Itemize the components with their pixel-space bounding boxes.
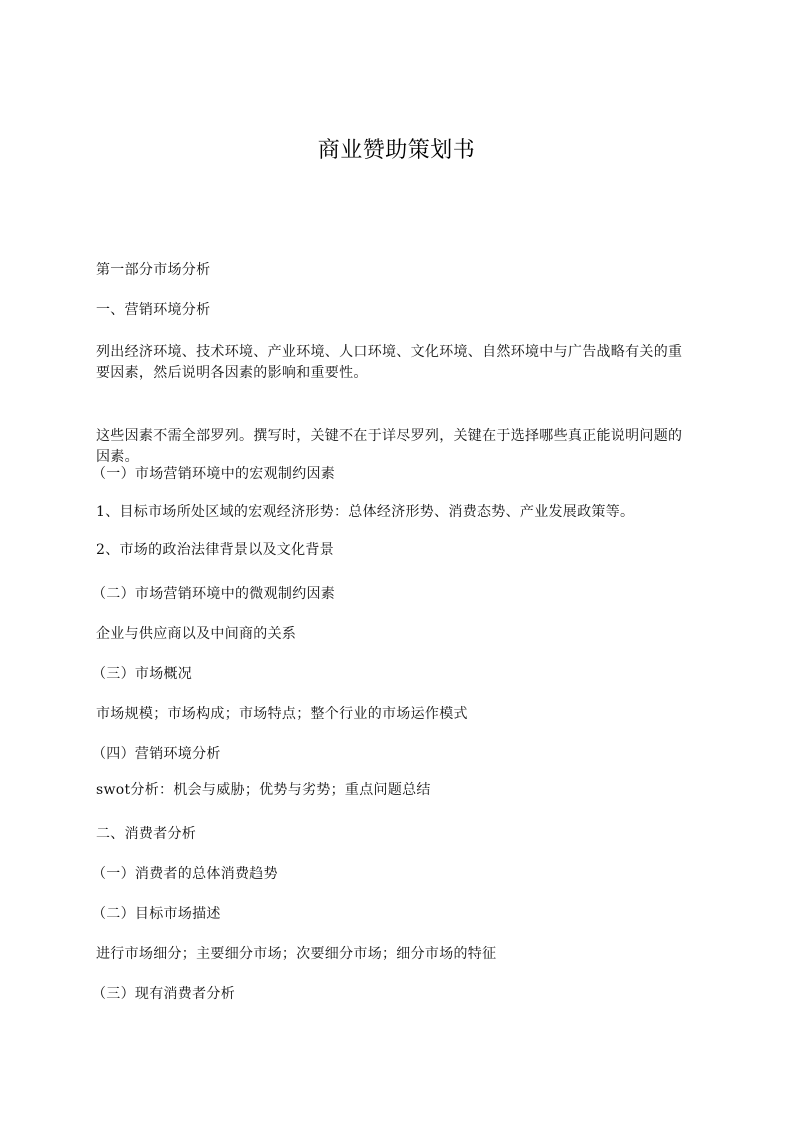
paragraph-micro-item: 企业与供应商以及中间商的关系	[96, 626, 297, 642]
paragraph-factor-selection: 这些因素不需全部罗列。撰写时，关键不在于详尽罗列，关键在于选择哪些真正能说明问题的因素。	[96, 428, 683, 465]
paragraph-part-one-heading: 第一部分市场分析	[96, 262, 211, 278]
paragraph-segmentation-items: 进行市场细分；主要细分市场；次要细分市场；细分市场的特征	[96, 946, 497, 962]
paragraph-current-consumer-heading: （三）现有消费者分析	[92, 986, 235, 1002]
paragraph-macro-item-2: 2、市场的政治法律背景以及文化背景	[96, 542, 335, 558]
paragraph-swot-items: swot分析：机会与威胁；优势与劣势；重点问题总结	[96, 782, 431, 798]
paragraph-environment-analysis-heading: （四）营销环境分析	[92, 746, 221, 762]
paragraph-micro-heading: （二）市场营销环境中的微观制约因素	[92, 586, 336, 602]
paragraph-environment-list: 列出经济环境、技术环境、产业环境、人口环境、文化环境、自然环境中与广告战略有关的重要因素，然后说明各因素的影响和重要性。	[96, 344, 683, 381]
paragraph-macro-item-1: 1、目标市场所处区域的宏观经济形势：总体经济形势、消费态势、产业发展政策等。	[96, 504, 635, 520]
paragraph-target-market-heading: （二）目标市场描述	[92, 906, 221, 922]
paragraph-market-overview-items: 市场规模；市场构成；市场特点；整个行业的市场运作模式	[96, 706, 468, 722]
paragraph-market-overview-heading: （三）市场概况	[92, 666, 193, 682]
paragraph-consumer-trend-heading: （一）消费者的总体消费趋势	[92, 866, 278, 882]
document-title: 商业赞助策划书	[317, 138, 476, 163]
paragraph-macro-heading: （一）市场营销环境中的宏观制约因素	[92, 466, 336, 482]
paragraph-section-two-heading: 二、消费者分析	[96, 826, 197, 842]
paragraph-section-one-heading: 一、营销环境分析	[96, 302, 211, 318]
